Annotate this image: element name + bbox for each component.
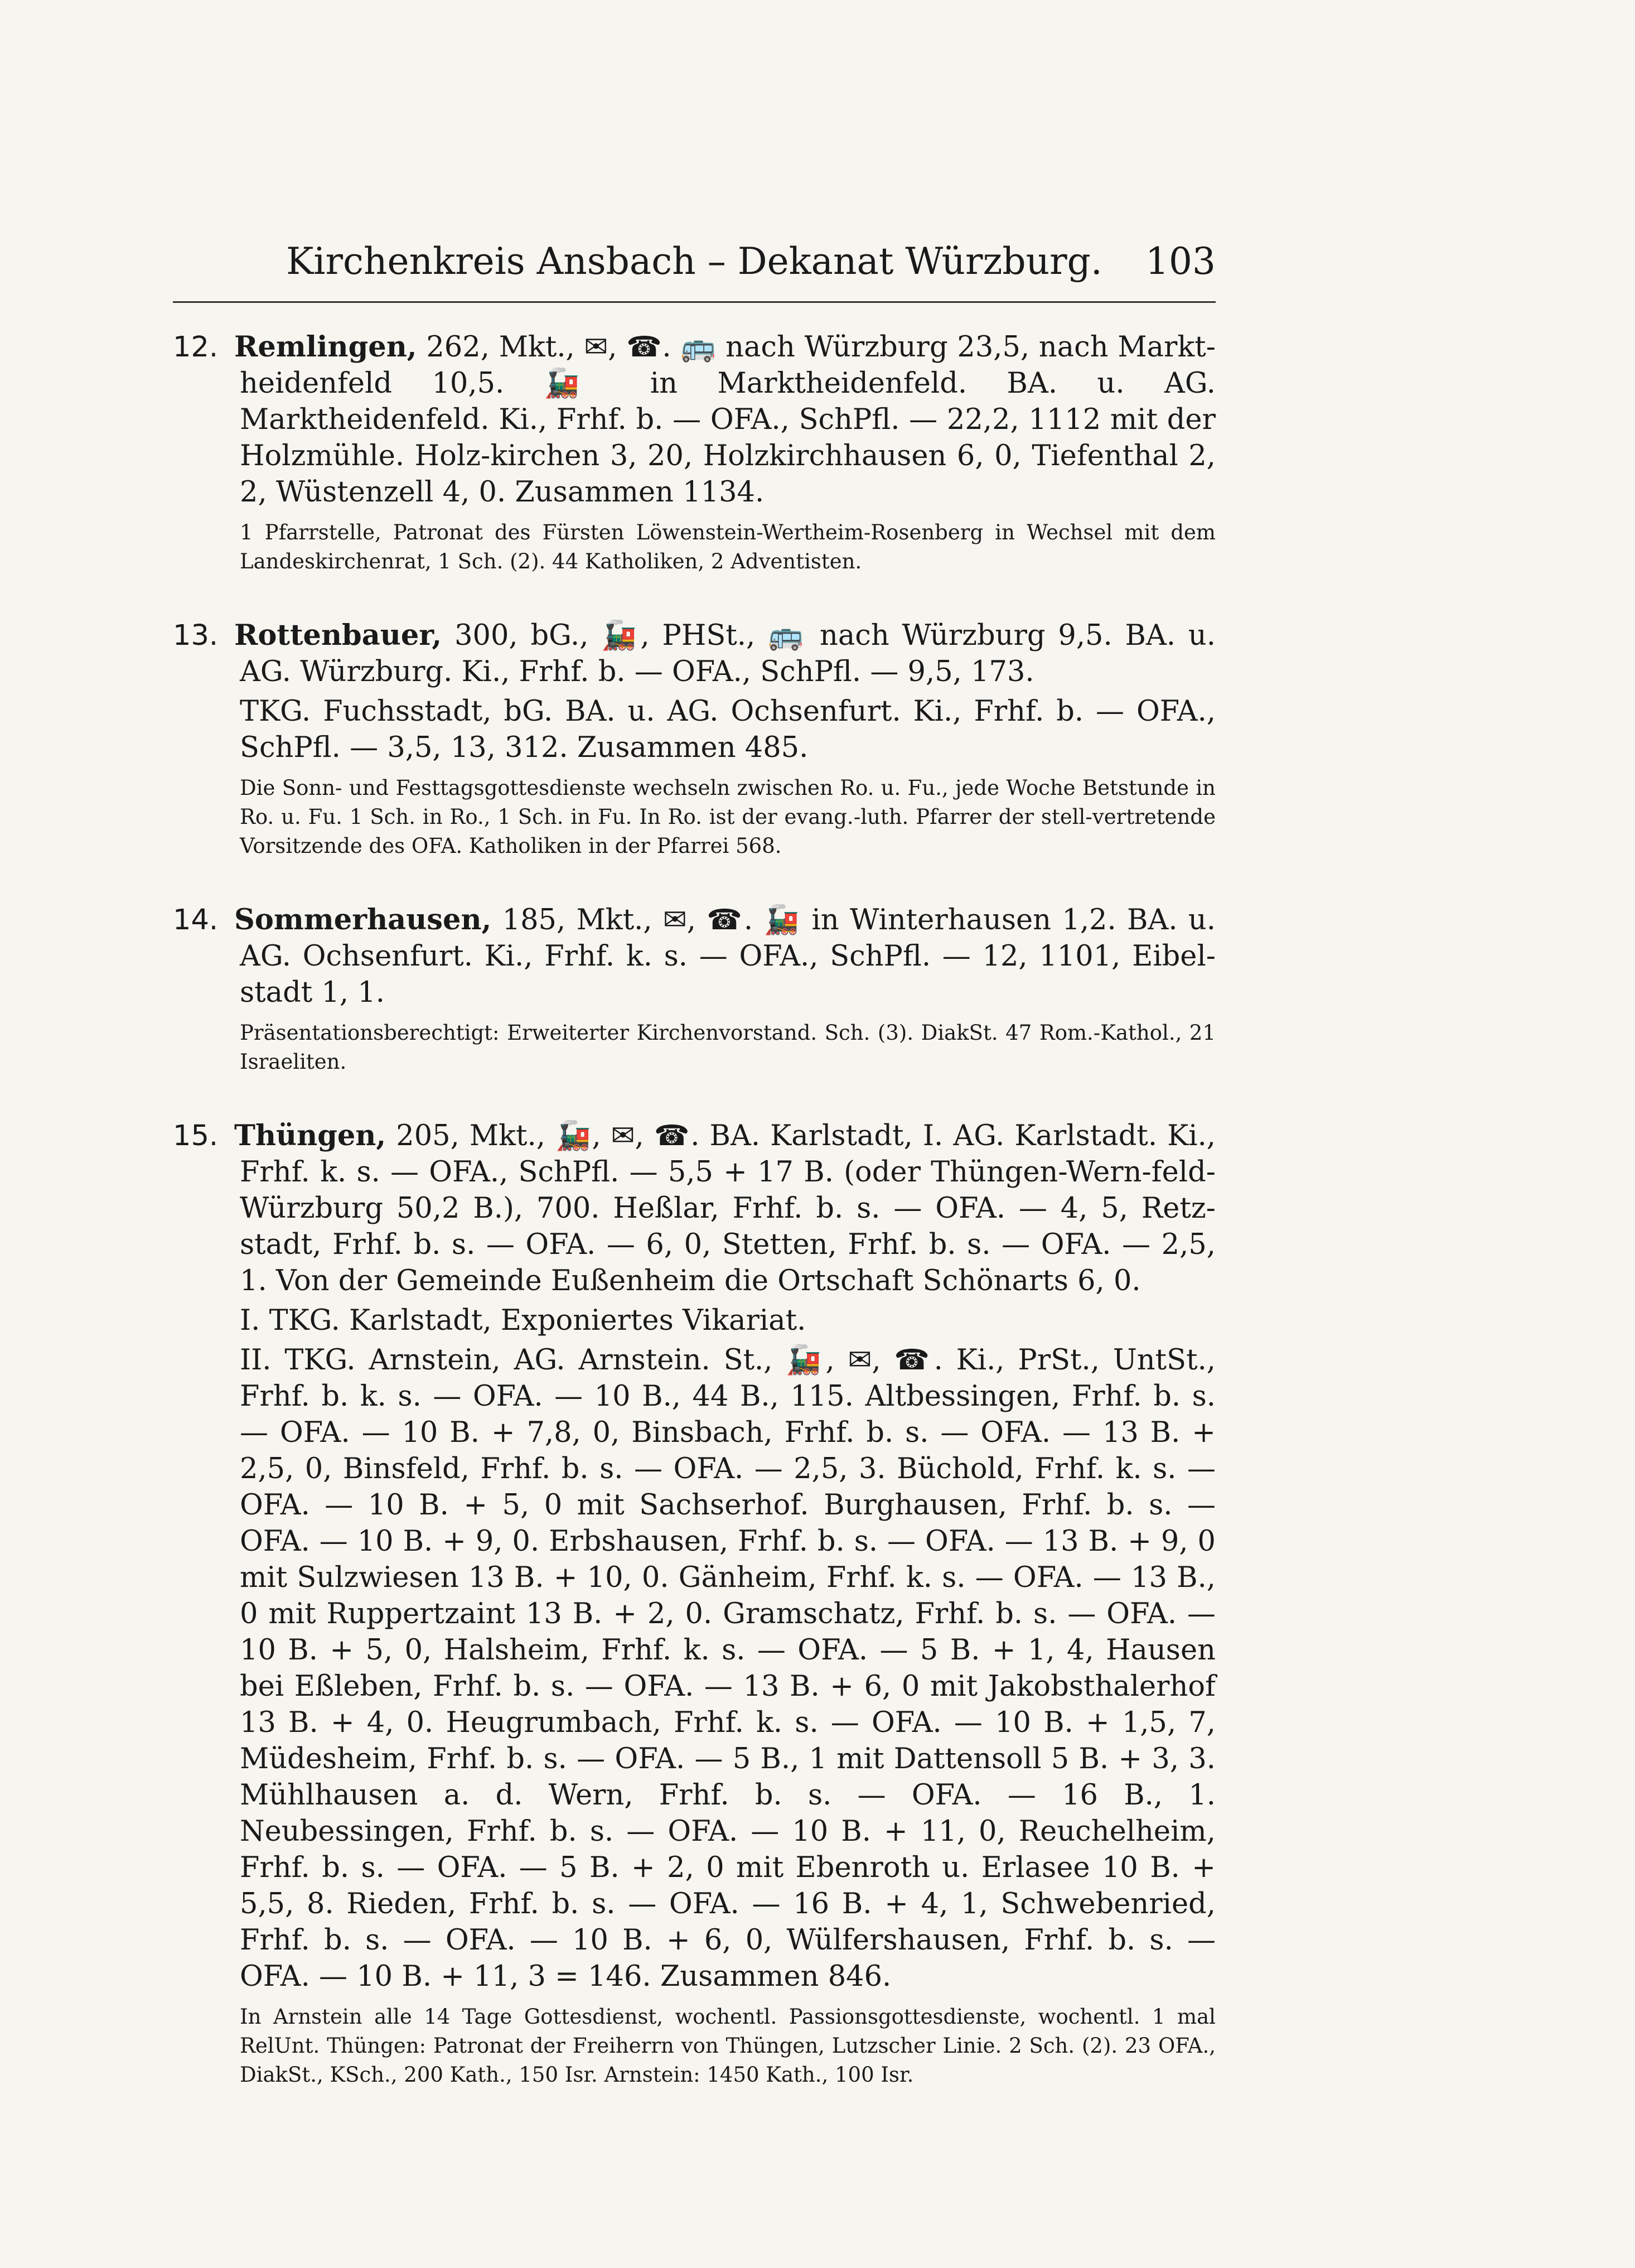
entry-sub: TKG. Fuchsstadt, bG. BA. u. AG. Ochsenfurt. Ki., Frhf. b. — OFA., SchPfl. — 3,5, 13, 312. Zusammen 485.	[240, 695, 1216, 764]
parish-name: Sommerhausen,	[234, 903, 492, 937]
entry-text	[173, 617, 1216, 690]
parish-name: Remlingen,	[234, 330, 417, 364]
entry-body: 185, Mkt., ✉, ☎. 🚂 in Winterhausen 1,2. BA. u. AG. Ochsenfurt. Ki., Frhf. k. s. — OFA., SchPfl. — 12, 1101, Eibel-stadt 1, 1.	[240, 904, 1216, 1009]
entry-text	[173, 329, 1216, 510]
entry-body: 300, bG., 🚂, PHSt., 🚌 nach Würzburg 9,5. BA. u. AG. Würzburg. Ki., Frhf. b. — OFA., SchPfl. — 9,5, 173.	[240, 619, 1216, 688]
parish-entries	[173, 329, 1216, 2131]
parish-name: Thüngen,	[234, 1119, 386, 1152]
entry-note: 1 Pfarrstelle, Patronat des Fürsten Löwenstein-Wertheim-Rosenberg in Wechsel mit dem Landeskirchenrat, 1 Sch. (2). 44 Katholiken, 2 Adventisten.	[240, 520, 1216, 573]
entry-sub: I. TKG. Karlstadt, Exponiertes Vikariat.	[240, 1304, 806, 1337]
entry-number: 15.	[173, 1119, 219, 1152]
entry-number: 14.	[173, 904, 219, 937]
entry-sub: II. TKG. Arnstein, AG. Arnstein. St., 🚂, ✉, ☎. Ki., PrSt., UntSt., Frhf. b. k. s. — OFA. — 10 B., 44 B., 115. Altbessingen, Frhf. b. s. — OFA. — 10 B. + 7,8, 0, Binsbach, Frhf. b. s. — OFA. — 13 B. + 2,5, 0, Binsfeld, Frhf. b. s. — OFA. — 2,5, 3. Büchold, Frhf. k. s. — OFA. — 10 B. + 5, 0 mit Sachserhof. Burghausen, Frhf. b. s. — OFA. — 10 B. + 9, 0. Erbshausen, Frhf. b. s. — OFA. — 13 B. + 9, 0 mit Sulzwiesen 13 B. + 10, 0. Gänheim, Frhf. k. s. — OFA. — 13 B., 0 mit Ruppertzaint 13 B. + 2, 0. Gramschatz, Frhf. b. s. — OFA. — 10 B. + 5, 0, Halsheim, Frhf. k. s. — OFA. — 5 B. + 1, 4, Hausen bei Eßleben, Frhf. b. s. — OFA. — 13 B. + 6, 0 mit Jakobsthalerhof 13 B. + 4, 0. Heugrumbach, Frhf. k. s. — OFA. — 10 B. + 1,5, 7, Müdesheim, Frhf. b. s. — OFA. — 5 B., 1 mit Dattensoll 5 B. + 3, 3. Mühlhausen a. d. Wern, Frhf. b. s. — OFA. — 16 B., 1. Neubessingen, Frhf. b. s. — OFA. — 10 B. + 11, 0, Reuchelheim, Frhf. b. s. — OFA. — 5 B. + 2, 0 mit Ebenroth u. Erlasee 10 B. + 5,5, 8. Rieden, Frhf. b. s. — OFA. — 16 B. + 4, 1, Schwebenried, Frhf. b. s. — OFA. — 10 B. + 6, 0, Wülfershausen, Frhf. b. s. — OFA. — 10 B. + 11, 3 = 146. Zusammen 846.	[240, 1344, 1216, 1993]
entry-text	[173, 902, 1216, 1011]
entry-text	[173, 1118, 1216, 1299]
entry-body: 262, Mkt., ✉, ☎. 🚌 nach Würzburg 23,5, nach Markt-heidenfeld 10,5. 🚂 in Marktheidenfeld. BA. u. AG. Marktheidenfeld. Ki., Frhf. b. — OFA., SchPfl. — 22,2, 1112 mit der Holzmühle. Holz-kirchen 3, 20, Holzkirchhausen 6, 0, Tiefenthal 2, 2, Wüstenzell 4, 0. Zusammen 1134.	[240, 331, 1216, 509]
entry-number: 12.	[173, 331, 219, 364]
running-title: Kirchenkreis Ansbach – Dekanat Würzburg.	[286, 240, 1102, 283]
page-number: 103	[1145, 240, 1216, 283]
parish-entry	[173, 1118, 1216, 2090]
entry-note: Präsentationsberechtigt: Erweiterter Kirchenvorstand. Sch. (3). DiakSt. 47 Rom.-Kathol., 21 Israeliten.	[240, 1021, 1216, 1074]
entry-note: Die Sonn- und Festtagsgottesdienste wechseln zwischen Ro. u. Fu., jede Woche Betstunde in Ro. u. Fu. 1 Sch. in Ro., 1 Sch. in Fu. In Ro. ist der evang.-luth. Pfarrer der stell-vertretende Vorsitzende des OFA. Katholiken in der Pfarrei 568.	[240, 776, 1216, 858]
header-rule	[173, 301, 1216, 303]
entry-body: 205, Mkt., 🚂, ✉, ☎. BA. Karlstadt, I. AG. Karlstadt. Ki., Frhf. k. s. — OFA., SchPfl. — 5,5 + 17 B. (oder Thüngen-Wern-feld-Würzburg 50,2 B.), 700. Heßlar, Frhf. b. s. — OFA. — 4, 5, Retz-stadt, Frhf. b. s. — OFA. — 6, 0, Stetten, Frhf. b. s. — OFA. — 2,5, 1. Von der Gemeinde Eußenheim die Ortschaft Schönarts 6, 0.	[240, 1119, 1216, 1297]
entry-note: In Arnstein alle 14 Tage Gottesdienst, wochentl. Passionsgottesdienste, wochentl. 1 mal RelUnt. Thüngen: Patronat der Freiherrn von Thüngen, Lutzscher Linie. 2 Sch. (2). 23 OFA., DiakSt., KSch., 200 Kath., 150 Isr. Arnstein: 1450 Kath., 100 Isr.	[240, 2005, 1216, 2087]
parish-name: Rottenbauer,	[234, 619, 442, 652]
entry-number: 13.	[173, 619, 219, 652]
parish-entry	[173, 329, 1216, 576]
parish-entry	[173, 902, 1216, 1077]
parish-entry	[173, 617, 1216, 861]
